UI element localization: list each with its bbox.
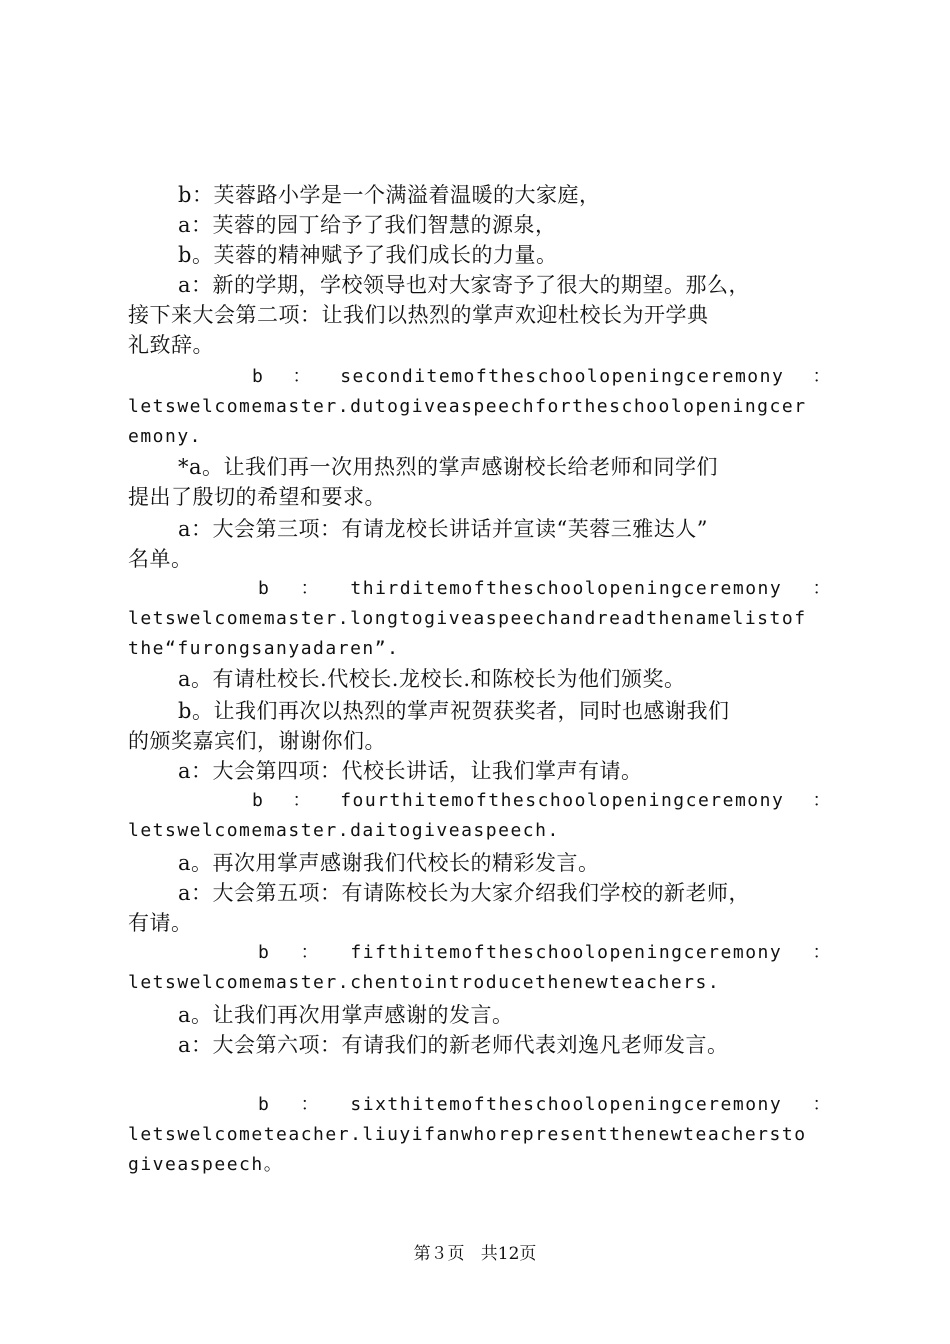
english-heading-line [252,362,832,392]
paragraph-line: b。芙蓉的精神赋予了我们成长的力量。 [178,243,558,267]
speaker-label: b [258,578,271,599]
colon: ： [300,1094,321,1115]
paragraph-line: a：新的学期，学校领导也对大家寄予了很大的期望。那么， [178,273,751,297]
english-line: giveaspeech。 [128,1154,284,1175]
english-line: letswelcomemaster.daitogiveaspeech. [128,820,560,841]
english-line: letswelcomemaster.dutogiveaspeechfortheschoolopeningcer [128,396,807,417]
english-heading-line [252,786,832,816]
item-text: sixthitemoftheschoolopeningceremony [350,1094,783,1115]
colon: ： [292,366,313,387]
colon: ： [812,366,832,387]
paragraph-line: 名单。 [128,547,193,571]
paragraph-line: b。让我们再次以热烈的掌声祝贺获奖者，同时也感谢我们 [178,699,730,723]
paragraph-line: *a。让我们再一次用热烈的掌声感谢校长给老师和同学们 [178,455,719,479]
speaker-label: b [258,942,271,963]
colon: ： [812,1094,832,1115]
english-heading-line [258,938,832,968]
paragraph-line: 接下来大会第二项：让我们以热烈的掌声欢迎杜校长为开学典 [128,303,709,327]
speaker-label: b [252,366,265,387]
page-number: 第３页 [413,1244,465,1264]
paragraph-line: a：大会第三项：有请龙校长讲话并宣读“芙蓉三雅达人” [178,517,708,541]
colon: ： [300,578,321,599]
item-text: fifthitemoftheschoolopeningceremony [350,942,783,963]
paragraph-line: a：大会第五项：有请陈校长为大家介绍我们学校的新老师， [178,881,751,905]
item-text: seconditemoftheschoolopeningceremony [340,366,785,387]
colon: ： [292,790,313,811]
page-footer [0,1242,950,1266]
english-line: emony. [128,426,203,447]
paragraph-line: a。再次用掌声感谢我们代校长的精彩发言。 [178,851,600,875]
item-text: fourthitemoftheschoolopeningceremony [340,790,785,811]
english-line: the“furongsanyadaren”. [128,638,400,659]
speaker-label: b [252,790,265,811]
colon: ： [812,790,832,811]
page-total: 共12页 [480,1244,537,1264]
speaker-label: b [258,1094,271,1115]
english-line: letswelcomemaster.longtogiveaspeechandreadthenamelistof [128,608,807,629]
paragraph-line: a：大会第四项：代校长讲话，让我们掌声有请。 [178,759,643,783]
item-text: thirditemoftheschoolopeningceremony [350,578,783,599]
paragraph-line: 的颁奖嘉宾们，谢谢你们。 [128,729,386,753]
paragraph-line: a：大会第六项：有请我们的新老师代表刘逸凡老师发言。 [178,1033,729,1057]
paragraph-line: 提出了殷切的希望和要求。 [128,485,386,509]
paragraph-line: b：芙蓉路小学是一个满溢着温暖的大家庭， [178,183,601,207]
colon: ： [300,942,321,963]
paragraph-line: a：芙蓉的园丁给予了我们智慧的源泉， [178,213,557,237]
colon: ： [812,942,832,963]
english-heading-line [258,574,832,604]
colon: ： [812,578,832,599]
english-line: letswelcomemaster.chentointroducethenewteachers. [128,972,721,993]
paragraph-line: a。有请杜校长.代校长.龙校长.和陈校长为他们颁奖。 [178,667,686,691]
paragraph-line: a。让我们再次用掌声感谢的发言。 [178,1003,514,1027]
paragraph-line: 礼致辞。 [128,333,214,357]
english-line: letswelcometeacher.liuyifanwhorepresentthenewteachersto [128,1124,807,1145]
paragraph-line: 有请。 [128,911,193,935]
english-heading-line [258,1090,832,1120]
